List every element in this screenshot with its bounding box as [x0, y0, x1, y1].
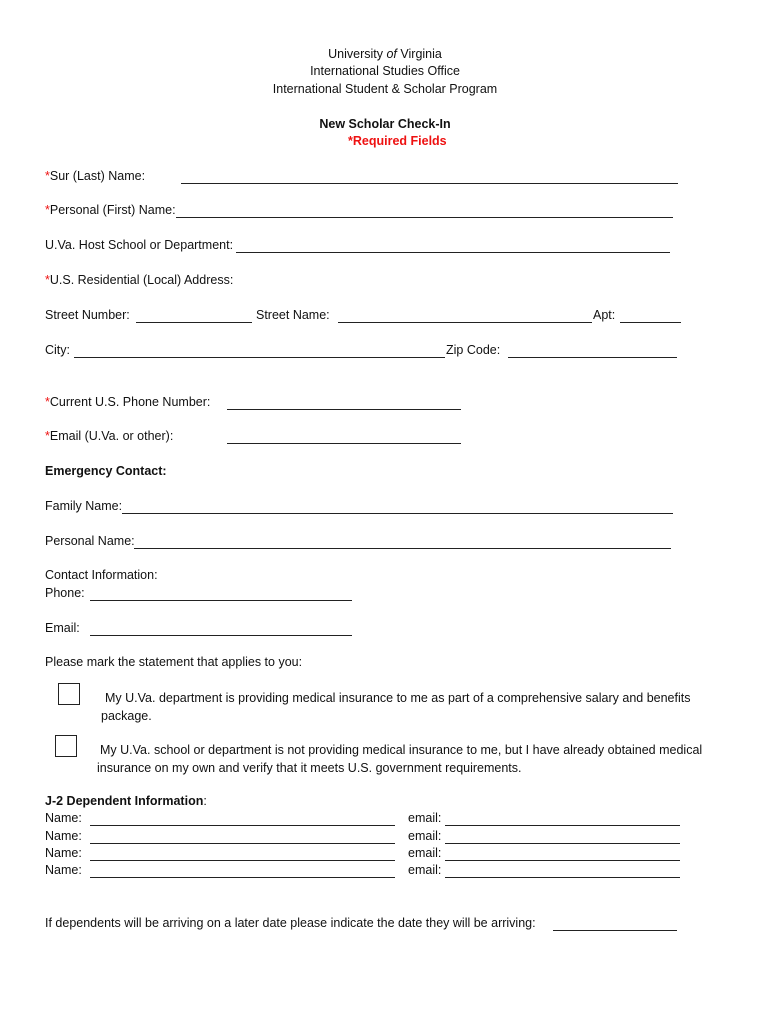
office-name: International Studies Office — [310, 64, 460, 78]
street-name-label: Street Name: — [256, 308, 330, 322]
street-name-field[interactable] — [338, 322, 592, 323]
program-name: International Student & Scholar Program — [272, 82, 498, 96]
emergency-family-name-label: Family Name: — [45, 499, 123, 513]
first-name-field[interactable] — [176, 217, 673, 218]
dependent-4-name-label: Name: — [45, 863, 82, 877]
dependent-2-name-label: Name: — [45, 829, 82, 843]
dependent-2-email-label: email: — [408, 829, 442, 843]
dependent-1-email-field[interactable] — [445, 825, 680, 826]
emergency-phone-label: Phone: — [45, 586, 85, 600]
host-school-label: U.Va. Host School or Department: — [45, 238, 234, 252]
dependent-4-name-field[interactable] — [90, 877, 395, 878]
insurance-option1-text: My U.Va. department is providing medical insurance to me as part of a comprehensive salary and benefits package. — [101, 691, 691, 723]
dependent-1-name-field[interactable] — [90, 825, 395, 826]
phone-label: *Current U.S. Phone Number: — [45, 395, 211, 409]
insurance-prompt: Please mark the statement that applies to you: — [45, 655, 303, 669]
dependent-1-email-label: email: — [408, 811, 442, 825]
host-school-field[interactable] — [236, 252, 670, 253]
city-field[interactable] — [74, 357, 445, 358]
emergency-phone-field[interactable] — [90, 600, 352, 601]
email-field[interactable] — [227, 443, 461, 444]
dependents-heading: J-2 Dependent Information: — [45, 794, 207, 808]
contact-information-label: Contact Information: — [45, 568, 158, 582]
dependent-4-email-label: email: — [408, 863, 442, 877]
form-title: New Scholar Check-In — [319, 117, 451, 131]
arrival-date-field[interactable] — [553, 930, 677, 931]
dependent-3-name-field[interactable] — [90, 860, 395, 861]
emergency-personal-name-field[interactable] — [134, 548, 671, 549]
street-number-label: Street Number: — [45, 308, 130, 322]
phone-field[interactable] — [227, 409, 461, 410]
emergency-email-label: Email: — [45, 621, 80, 635]
zip-code-label: Zip Code: — [446, 343, 501, 357]
street-number-field[interactable] — [136, 322, 252, 323]
dependent-2-name-field[interactable] — [90, 843, 395, 844]
surname-label: *Sur (Last) Name: — [45, 169, 146, 183]
zip-code-field[interactable] — [508, 357, 677, 358]
dependent-3-email-label: email: — [408, 846, 442, 860]
dependent-3-name-label: Name: — [45, 846, 82, 860]
insurance-option2-text: My U.Va. school or department is not providing medical insurance to me, but I have already obtained medical insurance on my own and verify that it meets U.S. government requirements. — [97, 743, 703, 775]
arrival-date-label: If dependents will be arriving on a later date please indicate the date they will be arriving: — [45, 916, 536, 930]
emergency-personal-name-label: Personal Name: — [45, 534, 135, 548]
address-label: *U.S. Residential (Local) Address: — [45, 273, 234, 287]
university-name: University of Virginia — [328, 47, 442, 61]
insurance-option2-checkbox[interactable] — [55, 735, 77, 757]
emergency-email-field[interactable] — [90, 635, 352, 636]
apt-field[interactable] — [620, 322, 681, 323]
dependent-4-email-field[interactable] — [445, 877, 680, 878]
emergency-family-name-field[interactable] — [122, 513, 673, 514]
apt-label: Apt: — [593, 308, 616, 322]
city-label: City: — [45, 343, 70, 357]
dependent-3-email-field[interactable] — [445, 860, 680, 861]
surname-field[interactable] — [181, 183, 678, 184]
first-name-label: *Personal (First) Name: — [45, 203, 176, 217]
dependent-1-name-label: Name: — [45, 811, 82, 825]
required-fields-note: *Required Fields — [348, 134, 447, 148]
email-label: *Email (U.Va. or other): — [45, 429, 174, 443]
dependent-2-email-field[interactable] — [445, 843, 680, 844]
insurance-option1-checkbox[interactable] — [58, 683, 80, 705]
emergency-contact-heading: Emergency Contact: — [45, 464, 167, 478]
